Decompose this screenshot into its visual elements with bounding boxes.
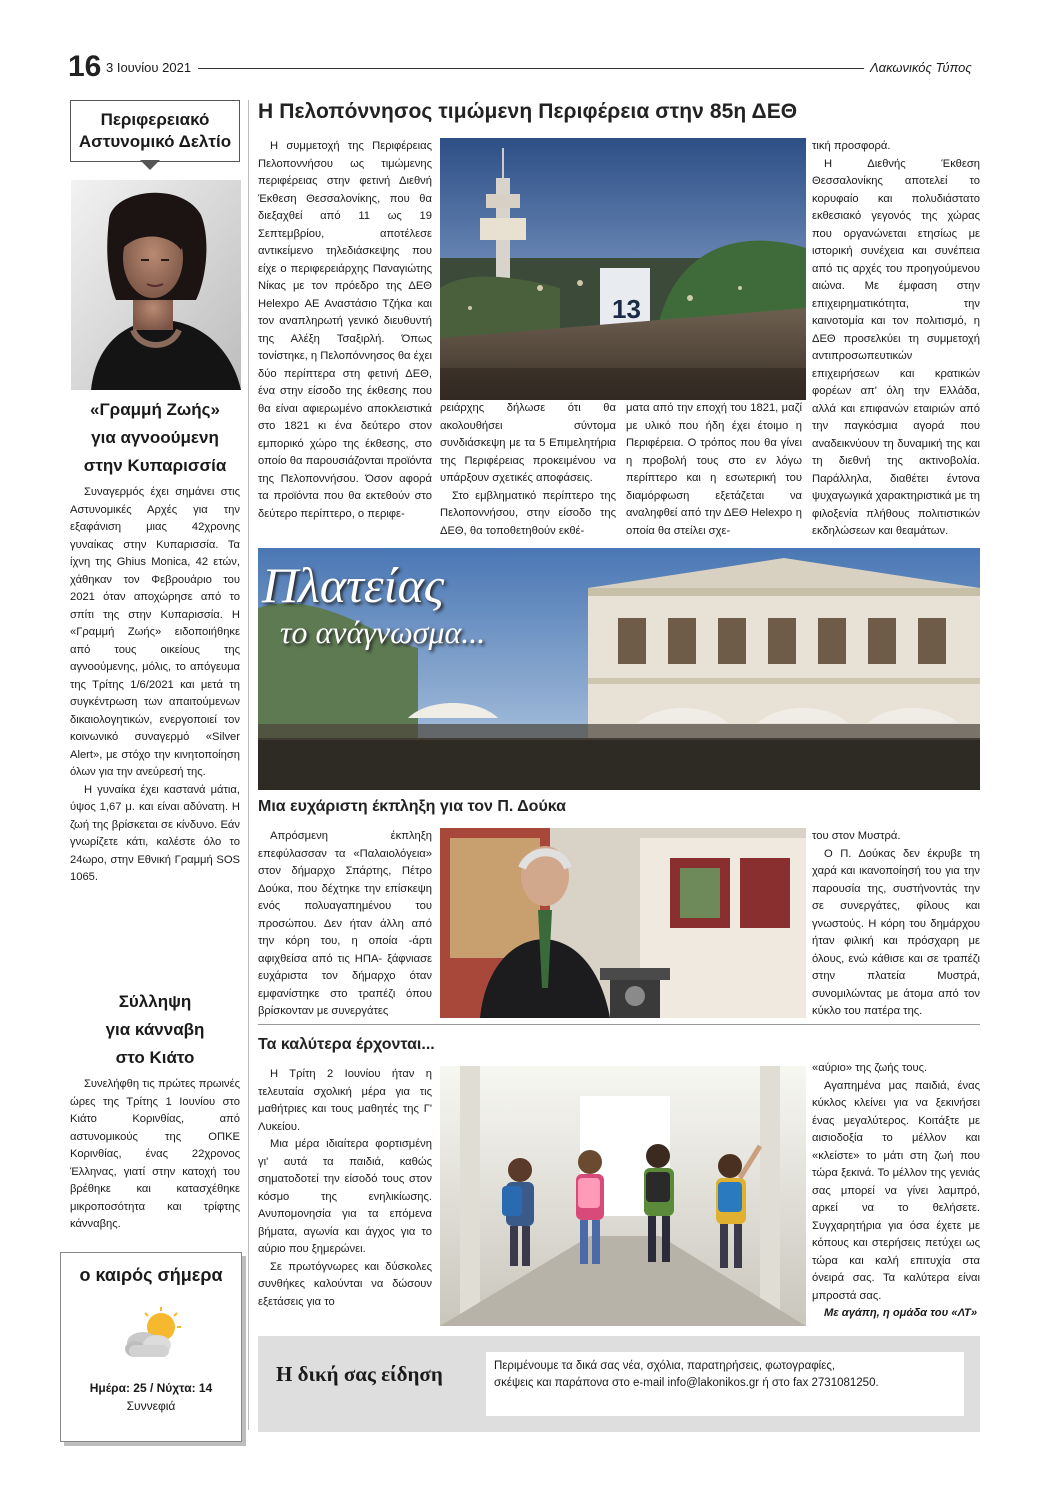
article-paragraph: Η Διεθνής Έκθεση Θεσσαλονίκης αποτελεί το κορυφαίο και πολυδιάστατο εκθεσιακό γεγονός της χώρας που οργανώνεται ετησίως με ιστορική συνέχεια και συνέπεια από τις αρχές του προηγούμενου αιώνα. Με έμφαση στην επιχειρηματικότητα, την καινοτομία και τον πολιτισμό, η ΔΕΘ προσελκύει τη συμμετοχή αντιπροσωπευτικών επιχειρήσεων και κρατικών φορέων απ' όλη την Ελλάδα, αλλά και επιφανών εταιριών από την παγκόσμια αγορά που αναδεικνύουν τη δυναμική της και τη διεθνή της ακτινοβολία. Παράλληλα, διαθέτει έντονα ψυχαγωγικά χαρακτηριστικά με τη φιλοξενία πλήθους πολιτιστικών εκδηλώσεων και θεαμάτων. (812, 157, 980, 537)
banner-subtitle: το ανάγνωσμα... (280, 614, 486, 650)
deth-article-col1 (258, 138, 432, 523)
douka-article-col1 (258, 828, 432, 1021)
column-divider (248, 100, 249, 1430)
story-headline-line: για αγνοούμενη (91, 428, 219, 447)
thessaloniki-fair-photo (440, 138, 806, 400)
story-headline-line: για κάνναβη (105, 1020, 205, 1039)
article-paragraph: Απρόσμενη έκπληξη επεφύλασσαν τα «Παλαιολόγεια» στον δήμαρχο Σπάρτης, Πέτρο Δούκα, που δέχτηκε την επίσκεψη ενός πολυαγαπημένου του προσώπου. Δεν ήταν άλλη από την κόρη του, η οποία -άρτι αφιχθείσα από τις ΗΠΑ- ξάφνιασε ευχάριστα τον δήμαρχο όταν εμφανίστηκε στο τραπέζι όπου βρίσκονταν με συνεργάτες (258, 830, 432, 1017)
weather-box (60, 1252, 242, 1442)
kids-article-col1 (258, 1066, 432, 1311)
section-divider (258, 1024, 980, 1025)
partly-cloudy-icon (121, 1305, 185, 1361)
issue-date: 3 Ιουνίου 2021 (106, 60, 192, 75)
arrest-article (70, 1076, 240, 1234)
weather-title: ο καιρός σήμερα (79, 1265, 223, 1285)
kids-headline: Τα καλύτερα έρχονται... (258, 1036, 435, 1053)
article-paragraph: Η συμμετοχή της Περιφέρειας Πελοποννήσου ως τιμώμενης περιφέρειας στην φετινή Διεθνή Έκθεση Θεσσαλονίκης, που θα διεξαχθεί από 11 ως 19 Σεπτεμβρίου, αποτέλεσε αντικείμενο τηλεδιάσκεψης που είχε ο περιφερειάρχης Παναγιώτης Νίκας με τον πρόεδρο της ΔΕΘ Helexpo ΑΕ Αναστάσιο Τζήκα και τον αναπληρωτή γενικό διευθυντή της Αλέξη Τσαξιρλή. Όπως τονίστηκε, η Πελοπόννησος θα έχει δύο περίπτερα στη φετινή ΔΕΘ, ένα στην είσοδο της έκθεσης που θα είναι αφιερωμένο αποκλειστικά στο 1821 κι ένα δεύτερο στον εμπορικό χώρο της έκθεσης, στο οποίο θα παρουσιάζονται προϊόντα της Πελοποννήσου. Όσον αφορά τα προϊόντα που θα εκτεθούν στο δεύτερο περίπτερο, ο περιφε- (258, 140, 432, 520)
weather-description: Συννεφιά (126, 1399, 176, 1413)
article-signature: Με αγάπη, η ομάδα του «ΛΤ» (824, 1307, 978, 1319)
article-paragraph: Στο εμβληματικό περίπτερο της Πελοποννήσου, στην είσοδο της ΔΕΘ, θα τοποθετηθούν εκθέ- (440, 489, 616, 537)
deth-article-col2 (440, 400, 616, 540)
your-news-contact-text (486, 1352, 964, 1416)
mayor-at-lectern (440, 828, 806, 1018)
article-paragraph: «αύριο» της ζωής τους. (812, 1062, 928, 1074)
missing-woman-article (70, 484, 240, 887)
article-paragraph: τική προσφορά. (812, 140, 891, 152)
article-paragraph: Συναγερμός έχει σημάνει στις Αστυνομικές Αρχές για την εξαφάνιση μιας 42χρονης γυναίκας στην Κυπαρισσία. Τα ίχνη της Ghius Monica, 42 ετών, χάθηκαν τον Φεβρουάριο του 2021 όταν αποχώρησε από το σπίτι της στην Κυπαρισσία. Η «Γραμμή Ζωής» ειδοποιήθηκε από τους οικείους της αγνοούμενης, μόλις, το απόγευμα της Τρίτης 1/6/2021 και μετά τη συγκέντρωση των απαιτούμενων δικαιολογητικών, ενεργοποιεί τον κοινωνικό συναγερμό «Silver Alert», με στόχο την κινητοποίηση όλων για την ανεύρεσή της. (70, 486, 240, 778)
contact-line: σκέψεις και παράπονα στο e-mail info@lakonikos.gr ή στο fax 2731081250. (494, 1377, 879, 1389)
police-bulletin-box (70, 100, 240, 162)
kids-article-col2 (812, 1060, 980, 1323)
article-paragraph: ματα από την εποχή του 1821, μαζί με υλικό που ήδη έχει έτοιμο η Περιφέρεια. Ο τρόπος που θα γίνει η προβολή τους στο εν λόγω περίπτερο και η εσωτερική του διαμόρφωση εξετάζεται να αναληφθεί από την ΔΕΘ Helexpo η οποία θα στείλει σχε- (626, 402, 802, 537)
your-news-title: Η δική σας είδηση (276, 1362, 443, 1386)
douka-headline: Μια ευχάριστη έκπληξη για τον Π. Δούκα (258, 798, 566, 815)
deth-article-col3 (626, 400, 802, 540)
story-headline-line: «Γραμμή Ζωής» (90, 400, 220, 419)
story-headline-line: στην Κυπαρισσία (83, 456, 227, 475)
school-corridor-scene (440, 1066, 806, 1326)
story-headline-line: στο Κιάτο (115, 1048, 195, 1067)
story-headline-line: Σύλληψη (118, 992, 192, 1011)
contact-line: Περιμένουμε τα δικά σας νέα, σχόλια, παρατηρήσεις, φωτογραφίες, (494, 1360, 836, 1372)
page-number: 16 (68, 50, 102, 83)
article-paragraph: Η γυναίκα έχει καστανά μάτια, ύψος 1,67 μ. και είναι αδύνατη. Η ζωή της βρίσκεται σε κίνδυνο. Εάν γνωρίζετε κάτι, καλέστε όλο το 24ωρο, στην Εθνική Γραμμή SOS 1065. (70, 783, 240, 883)
article-paragraph: Ο Π. Δούκας δεν έκρυβε τη χαρά και ικανοποίησή του για την παρουσία της, συστήνοντάς την σε συνεργάτες, φίλους και γνωστούς. Η κόρη του δημάρχου ήταν φιλική και πρόσχαρη με όλους, ενώ κάθισε και σε τραπέζι στην πλατεία Μυστρά, συνομιλώντας με άτομα από τον κύκλο του πατέρα της. (812, 847, 980, 1017)
article-paragraph: Σε πρωτόγνωρες και δύσκολες συνθήκες καλούνται να δώσουν εξετάσεις για το (258, 1260, 432, 1308)
deth-article-col4 (812, 138, 980, 541)
portrait-illustration (71, 180, 241, 390)
douka-photo (440, 828, 806, 1018)
weather-temperatures: Ημέρα: 25 / Νύχτα: 14 (89, 1381, 213, 1395)
header-rule (198, 68, 864, 69)
section-title-line2: Αστυνομικό Δελτίο (78, 132, 232, 151)
article-paragraph: ρειάρχης δήλωσε ότι θα ακολουθήσει σύντομα συνδιάσκεψη με τα 5 Επιμελητήρια της Περιφέρειας προκειμένου να υπάρξουν σχετικές αποφάσεις. (440, 402, 616, 484)
fair-night-scene (440, 138, 806, 400)
missing-woman-photo (71, 180, 241, 390)
newspaper-name: Λακωνικός Τύπος (870, 60, 972, 75)
students-running-photo (440, 1066, 806, 1326)
article-paragraph: Μια μέρα ιδιαίτερα φορτισμένη γι' αυτά τα παιδιά, καθώς σηματοδοτεί την είσοδό τους στον κόσμο της ενηλικίωσης. Ανυπομονησία για τα επόμενα βήματα, αγωνία και άγχος για το αύριο που ξημερώνει. (258, 1138, 432, 1255)
article-paragraph: του στον Μυστρά. (812, 830, 901, 842)
fair-sign-number: 13 (612, 294, 641, 324)
article-paragraph: Συνελήφθη τις πρώτες πρωινές ώρες της Τρίτης 1 Ιουνίου στο Κιάτο Κορινθίας, από αστυνομικούς της ΟΠΚΕ Κορινθίας, ένας 22χρονος Έλληνας, γιατί στην κατοχή του βρέθηκε και κατασχέθηκε μικροποσότητα και τρίφτης κάνναβης. (70, 1078, 240, 1230)
section-box-pointer (140, 160, 160, 170)
section-title-line1: Περιφερειακό (100, 109, 210, 129)
article-paragraph: Η Τρίτη 2 Ιουνίου ήταν η τελευταία σχολική μέρα για τις μαθήτριες και τους μαθητές της Γ' Λυκείου. (258, 1068, 432, 1133)
main-headline: Η Πελοπόννησος τιμώμενη Περιφέρεια στην 85η ΔΕΘ (258, 100, 798, 123)
douka-article-col2 (812, 828, 980, 1021)
banner-title: Πλατείας (262, 557, 445, 613)
article-paragraph: Αγαπημένα μας παιδιά, ένας κύκλος κλείνει για να ξεκινήσει ένας μεγαλύτερος. Κοιτάξτε με αισιοδοξία το μέλλον και «κλείστε» το μάτι στη ζωή που τώρα ξεκινά. Το μέλλον της γενιάς σας μπορεί να γίνει λαμπρό, αρκεί να το θελήσετε. Συγχαρητήρια για όσα έχετε με κόπους και στερήσεις πετύχει ως τώρα και καλή επιτυχία στα όνειρά σας. Τα καλύτερα είναι μπροστά σας. (812, 1079, 980, 1302)
